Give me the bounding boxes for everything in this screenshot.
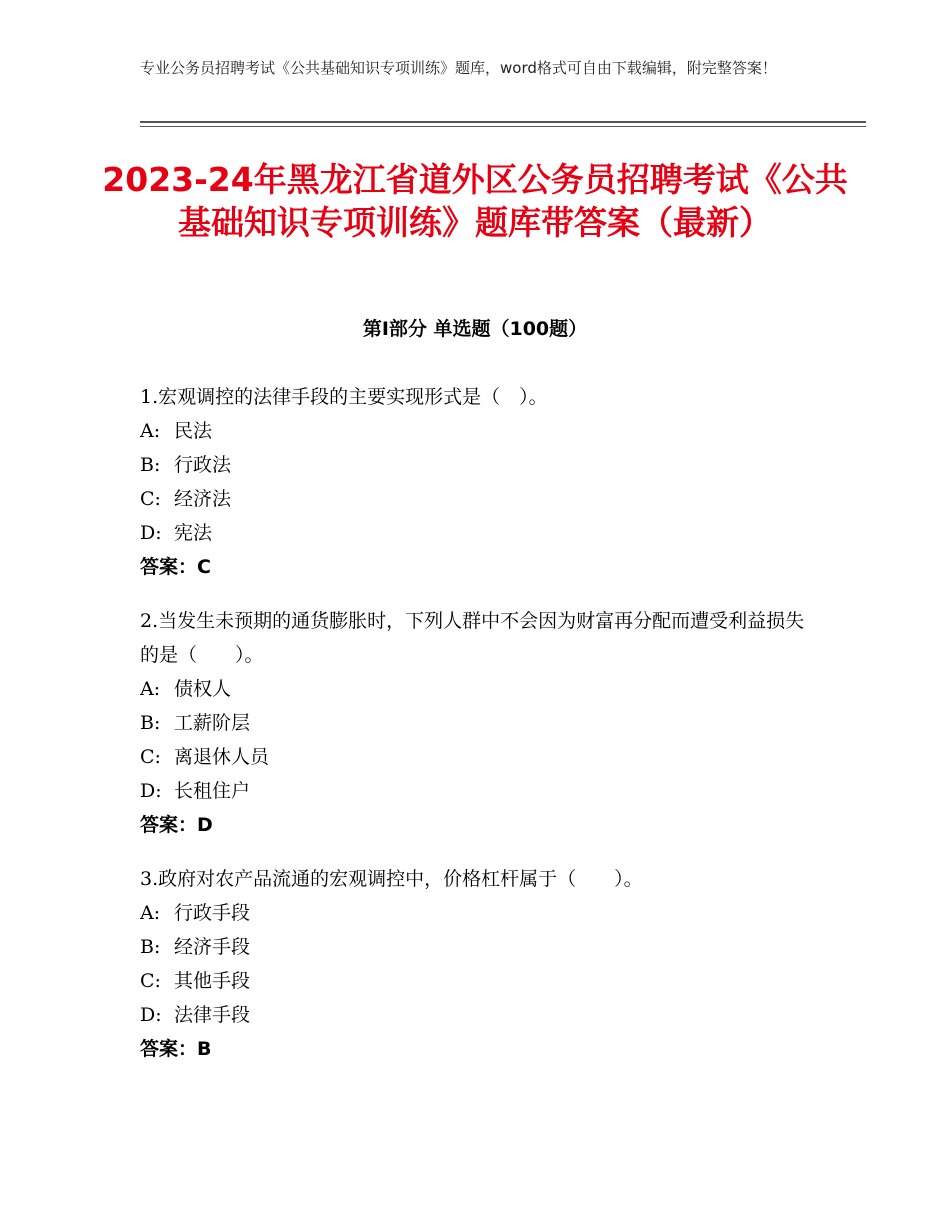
option-text: 离退休人员	[174, 746, 270, 768]
option-key: D:	[140, 1004, 162, 1026]
option-b	[140, 930, 820, 964]
option-key: C:	[140, 488, 161, 510]
document-title: 2023-24年黑龙江省道外区公务员招聘考试《公共基础知识专项训练》题库带答案（最新）	[102, 160, 848, 242]
option-key: B:	[140, 712, 161, 734]
option-text: 经济法	[174, 488, 232, 510]
question-stem: 2.当发生未预期的通货膨胀时，下列人群中不会因为财富再分配而遭受利益损失的是（ ）。	[140, 610, 805, 666]
header-rule-thin	[140, 126, 866, 127]
option-a	[140, 414, 820, 448]
question-2	[140, 604, 820, 842]
option-text: 法律手段	[174, 1004, 251, 1026]
option-key: A:	[140, 420, 161, 442]
option-d	[140, 998, 820, 1032]
option-c	[140, 482, 820, 516]
option-text: 行政法	[174, 454, 232, 476]
option-key: A:	[140, 902, 161, 924]
option-c	[140, 740, 820, 774]
option-text: 宪法	[174, 522, 213, 544]
option-d	[140, 516, 820, 550]
section-heading: 第I部分 单选题（100题）	[362, 318, 588, 340]
option-key: B:	[140, 936, 161, 958]
question-list	[140, 380, 820, 1086]
option-text: 债权人	[174, 678, 232, 700]
question-3	[140, 862, 820, 1066]
question-stem: 3.政府对农产品流通的宏观调控中，价格杠杆属于（ ）。	[140, 868, 643, 890]
answer-line: 答案：D	[140, 814, 213, 836]
option-text: 民法	[174, 420, 213, 442]
answer-line: 答案：C	[140, 556, 211, 578]
option-text: 经济手段	[174, 936, 251, 958]
option-key: C:	[140, 970, 161, 992]
option-a	[140, 672, 820, 706]
option-b	[140, 448, 820, 482]
option-key: D:	[140, 522, 162, 544]
option-text: 长租住户	[174, 780, 251, 802]
header-rule-thick	[140, 121, 866, 123]
question-1	[140, 380, 820, 584]
question-stem: 1.宏观调控的法律手段的主要实现形式是（ ）。	[140, 386, 548, 408]
option-text: 工薪阶层	[174, 712, 251, 734]
option-text: 行政手段	[174, 902, 251, 924]
option-a	[140, 896, 820, 930]
header-note: 专业公务员招聘考试《公共基础知识专项训练》题库，word格式可自由下载编辑，附完整答案！	[140, 59, 777, 77]
option-key: C:	[140, 746, 161, 768]
option-key: D:	[140, 780, 162, 802]
option-c	[140, 964, 820, 998]
option-text: 其他手段	[174, 970, 251, 992]
option-d	[140, 774, 820, 808]
option-b	[140, 706, 820, 740]
answer-line: 答案：B	[140, 1038, 212, 1060]
option-key: B:	[140, 454, 161, 476]
option-key: A:	[140, 678, 161, 700]
